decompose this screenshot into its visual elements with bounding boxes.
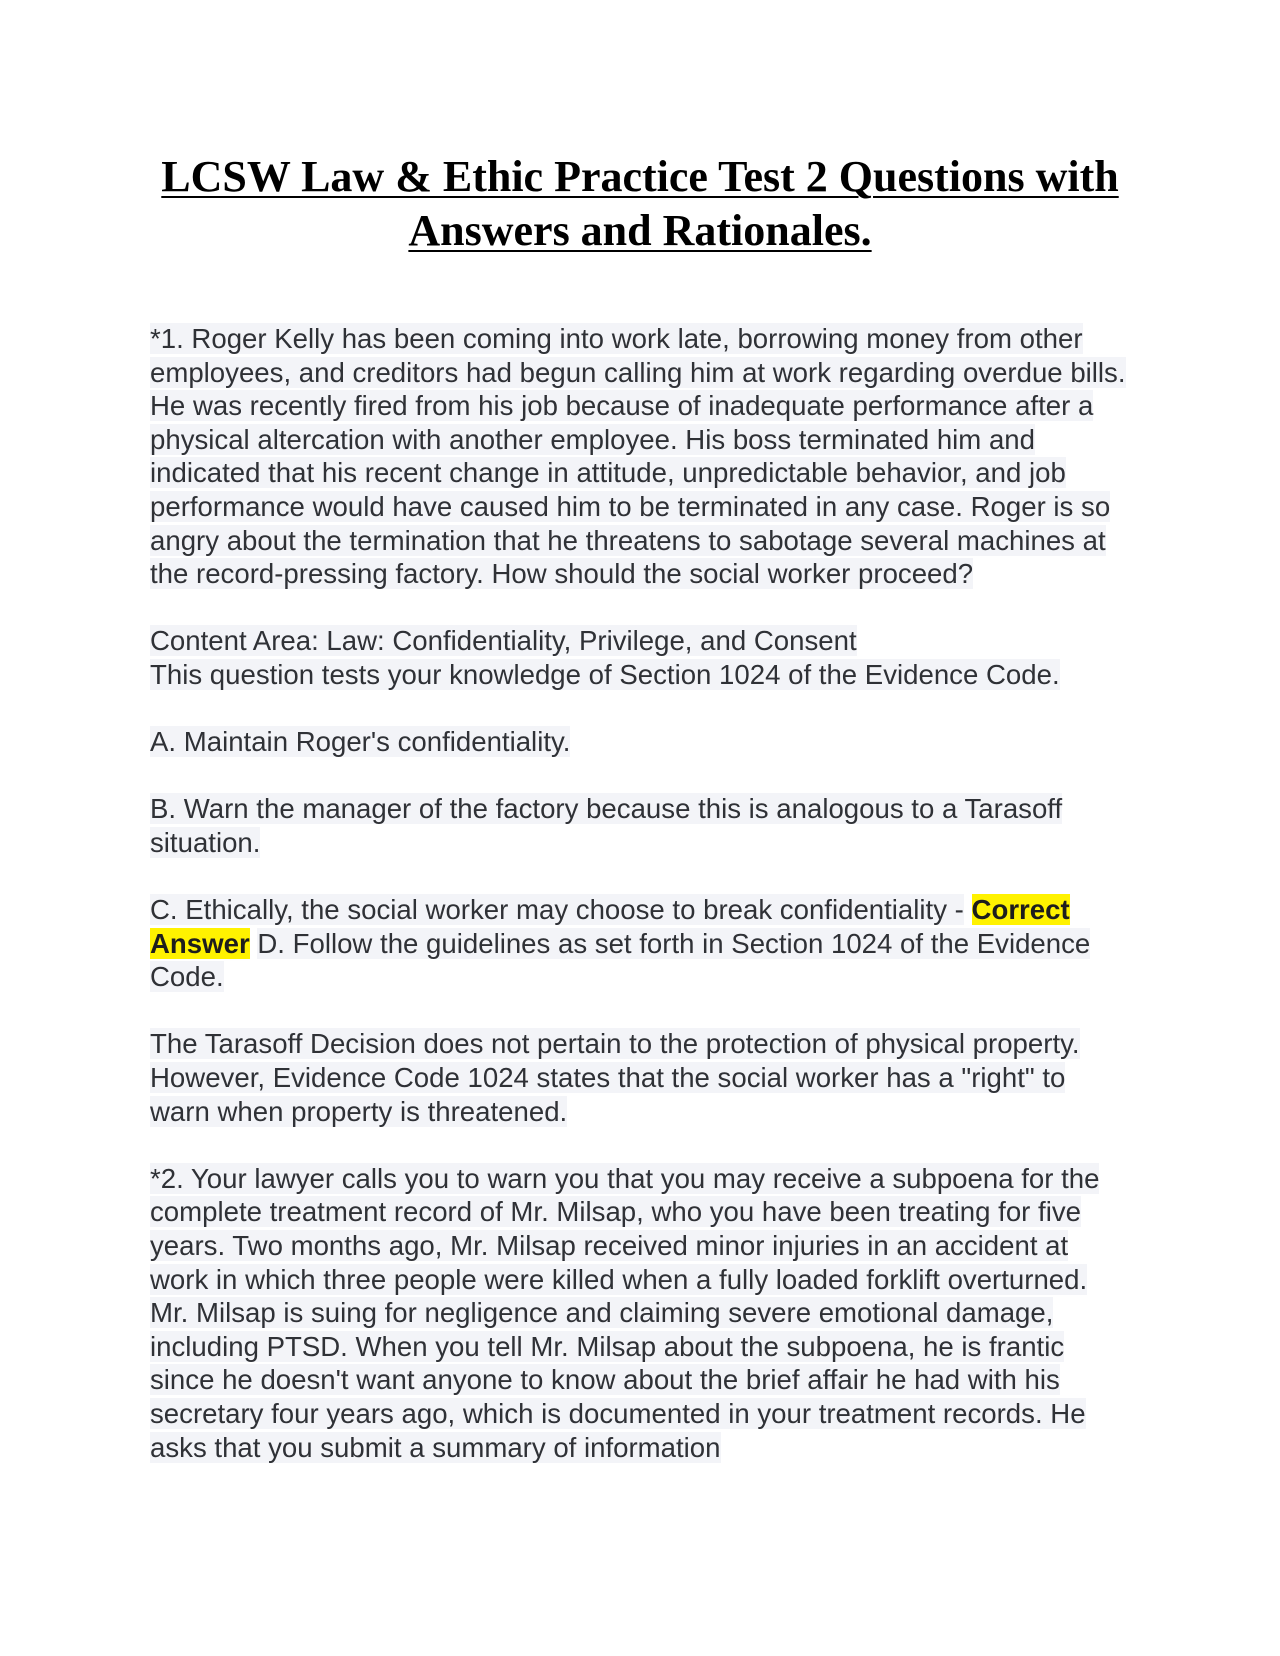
question-2-stem-text: *2. Your lawyer calls you to warn you that you may receive a subpoena for the complete treatment record of Mr. Milsap, who you have been treating for five years. Two months ago, Mr. Milsap received minor injuries in an accident at work in which three people were killed when a fully loaded forklift overturned. Mr. Milsap is suing for negligence and claiming severe emotional damage, including PTSD. When you tell Mr. Milsap about the subpoena, he is frantic since he doesn't want anyone to know about the brief affair he had with his secretary four years ago, which is documented in your treatment records. He asks that you submit a summary of information xyxy=(150,1162,1100,1463)
option-b xyxy=(150,792,1130,859)
option-a xyxy=(150,725,1130,759)
document-title: LCSW Law & Ethic Practice Test 2 Questions with Answers and Rationales. xyxy=(161,152,1119,255)
option-a-text: A. Maintain Roger's confidentiality. xyxy=(150,726,571,758)
knowledge-note: This question tests your knowledge of Section 1024 of the Evidence Code. xyxy=(150,658,1060,690)
correct-answer-label: Correct Answer xyxy=(150,894,1070,959)
question-1-stem xyxy=(150,322,1130,591)
question-1-meta xyxy=(150,624,1130,691)
question-1-stem-text: *1. Roger Kelly has been coming into work late, borrowing money from other employees, and creditors had begun calling him at work regarding overdue bills. He was recently fired from his job because of inadequate performance after a physical altercation with another employee. His boss terminated him and indicated that his recent change in attitude, unpredictable behavior, and job performance would have caused him to be terminated in any case. Roger is so angry about the termination that he threatens to sabotage several machines at the record-pressing factory. How should the social worker proceed? xyxy=(150,323,1126,590)
option-c-d xyxy=(150,893,1130,994)
rationale-text: The Tarasoff Decision does not pertain to the protection of physical property. However, Evidence Code 1024 states that the social worker has a "right" to warn when property is threatened. xyxy=(150,1028,1080,1127)
question-2-stem xyxy=(150,1162,1130,1464)
option-d-text: D. Follow the guidelines as set forth in Section 1024 of the Evidence Code. xyxy=(150,927,1091,993)
option-b-text: B. Warn the manager of the factory because this is analogous to a Tarasoff situation. xyxy=(150,793,1063,858)
document-body xyxy=(150,322,1130,1498)
content-area: Content Area: Law: Confidentiality, Privilege, and Consent xyxy=(150,625,857,657)
question-1-rationale xyxy=(150,1027,1130,1128)
option-c-text: C. Ethically, the social worker may choose to break confidentiality - xyxy=(150,894,964,926)
